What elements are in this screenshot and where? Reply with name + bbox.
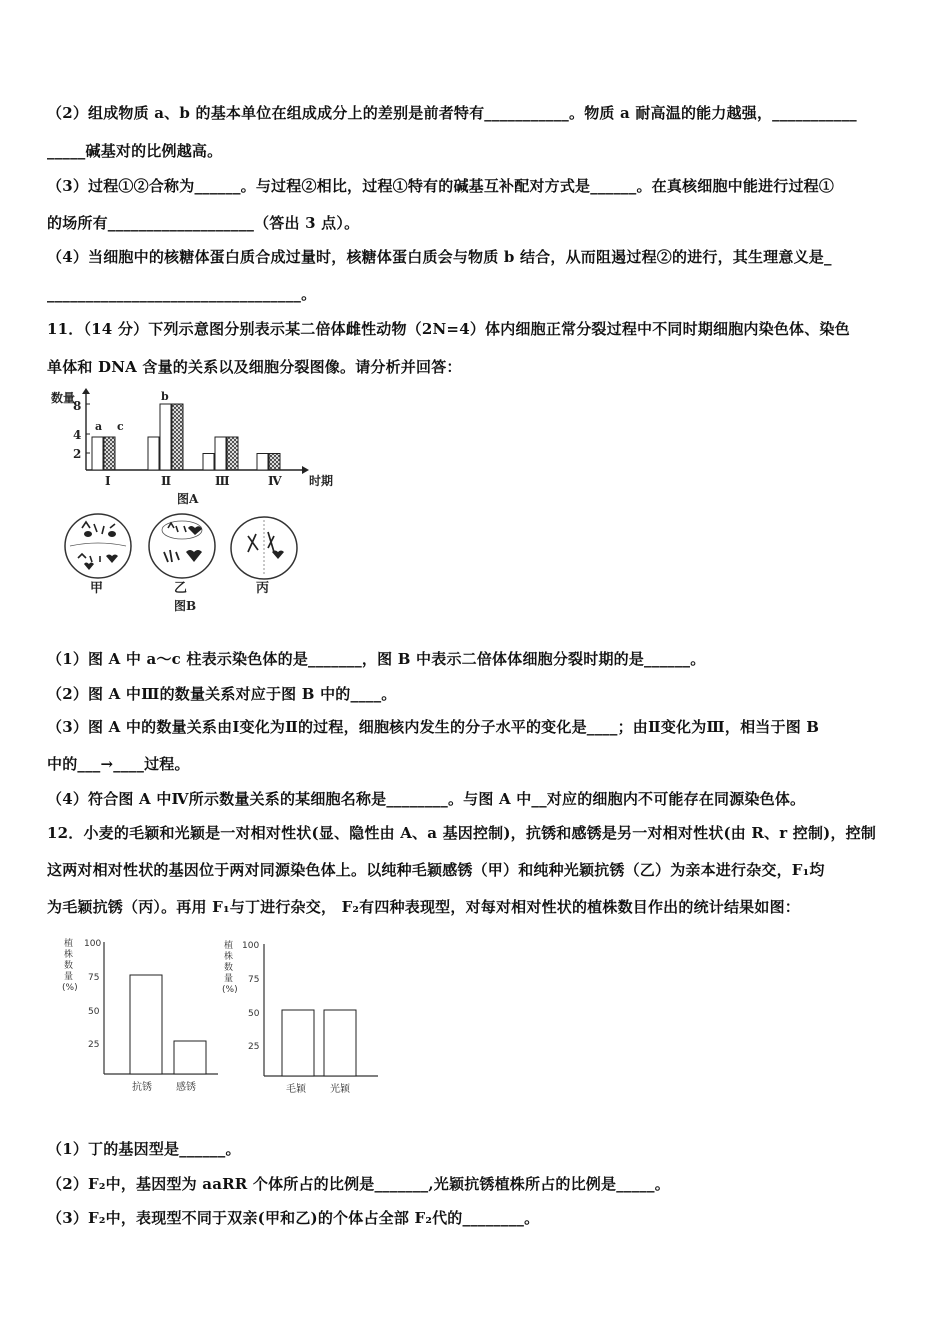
chart3-ylabel-3: 数 <box>224 963 234 973</box>
figa-bar-a-4 <box>257 454 268 471</box>
q11-part3-line2: 中的___→____过程。 <box>47 755 190 773</box>
figa-bar-a-1 <box>92 437 103 470</box>
q12-stem-line3: 为毛颖抗锈（丙）。再用 F₁与丁进行杂交， F₂有四种表现型，对每对相对性状的植株数目作出的统计结果如图： <box>47 898 800 916</box>
chart3-ylabel-2: 株 <box>224 952 234 962</box>
chart3-ylabel-5: (%) <box>222 985 238 995</box>
q11-stem-line1: 11．（14 分）下列示意图分别表示某二倍体雌性动物（2N=4）体内细胞正常分裂过程中不同时期细胞内染色体、染色 <box>47 320 850 338</box>
figa-bar-c-2 <box>172 404 183 470</box>
figa-xlabel: 时期 <box>309 474 334 488</box>
chart2-ylabel-1: 植 <box>64 939 74 949</box>
chart2-ytick-50: 50 <box>88 1007 100 1017</box>
figa-bar-c-3 <box>227 437 238 470</box>
figa-bar-c-4 <box>269 454 280 471</box>
figa-caption: 图A <box>177 492 199 506</box>
figb-label-jia: 甲 <box>90 581 104 596</box>
chart2-cat-resistant: 抗锈 <box>132 1082 152 1093</box>
chart2-ylabel-3: 数 <box>64 961 74 971</box>
chart2-bar-2 <box>174 1041 206 1074</box>
q11-part3-line1: （3）图 A 中的数量关系由Ⅰ变化为Ⅱ的过程，细胞核内发生的分子水平的变化是____；由Ⅱ变化为Ⅲ，相当于图 B <box>47 718 820 736</box>
q11-part1: （1）图 A 中 a～c 柱表示染色体的是_______，图 B 中表示二倍体体细胞分裂时期的是______。 <box>47 650 706 668</box>
q10-part3-line2: 的场所有___________________（答出 3 点）。 <box>47 214 360 232</box>
chart3-cat-smooth: 光颖 <box>330 1084 350 1095</box>
chart2-ylabel-5: (%) <box>62 983 78 993</box>
figa-bar-c-1 <box>104 437 115 470</box>
chart3-bar-1 <box>282 1010 314 1076</box>
figa-stage-1: Ⅰ <box>105 474 111 488</box>
figa-bar-b-2 <box>160 404 171 470</box>
cell-yi <box>149 514 215 578</box>
glume-chart <box>220 936 380 1096</box>
resistance-chart <box>60 934 220 1094</box>
figb-caption: 图B <box>174 599 197 613</box>
figa-ytick-2: 2 <box>73 447 82 461</box>
figb-label-bing: 丙 <box>256 581 270 596</box>
q10-part2-line2: _____碱基对的比例越高。 <box>47 142 223 160</box>
chart2-cat-susceptible: 感锈 <box>176 1082 196 1093</box>
q12-part1: （1）丁的基因型是______。 <box>47 1140 241 1158</box>
chart3-ytick-100: 100 <box>242 941 260 951</box>
q12-part2: （2）F₂中，基因型为 aaRR 个体所占的比例是_______,光颖抗锈植株所占的比例是_____。 <box>47 1175 670 1193</box>
cell-jia <box>65 514 131 578</box>
chart2-ytick-25: 25 <box>88 1040 100 1050</box>
figa-bar-letter-a: a <box>95 420 103 433</box>
figb-label-yi: 乙 <box>174 581 188 596</box>
q11-stem-line2: 单体和 DNA 含量的关系以及细胞分裂图像。请分析并回答： <box>47 358 462 376</box>
chart3-cat-hairy: 毛颖 <box>286 1084 306 1095</box>
q12-stem-line2: 这两对相对性状的基因位于两对同源染色体上。以纯种毛颖感锈（甲）和纯种光颖抗锈（乙）为亲本进行杂交，F₁均 <box>47 861 825 879</box>
chart3-ylabel-4: 量 <box>224 974 234 984</box>
figa-bar-letter-b: b <box>161 390 169 403</box>
q10-part2-line1: （2）组成物质 a、b 的基本单位在组成成分上的差别是前者特有___________。物质 a 耐高温的能力越强，___________ <box>47 104 857 122</box>
figa-bar-a-3 <box>203 454 214 471</box>
chart2-ytick-75: 75 <box>88 973 100 983</box>
q10-part4-line2: _________________________________。 <box>47 285 317 303</box>
chart2-bar-1 <box>130 975 162 1074</box>
figa-stage-4: Ⅳ <box>268 474 282 488</box>
figa-bar-letter-c: c <box>117 420 124 433</box>
figa-ytick-4: 4 <box>73 428 82 442</box>
q10-part3-line1: （3）过程①②合称为______。与过程②相比，过程①特有的碱基互补配对方式是______。在真核细胞中能进行过程① <box>47 177 835 195</box>
chart3-ytick-25: 25 <box>248 1042 260 1052</box>
figa-bar-a-2 <box>148 437 159 470</box>
figa-ylabel: 数量 <box>51 391 76 405</box>
q11-part4: （4）符合图 A 中Ⅳ所示数量关系的某细胞名称是________。与图 A 中__对应的细胞内不可能存在同源染色体。 <box>47 790 806 808</box>
chart2-ytick-100: 100 <box>84 939 102 949</box>
chart3-ylabel-1: 植 <box>224 941 234 951</box>
chart2-ylabel-4: 量 <box>64 972 74 982</box>
figa-stage-3: Ⅲ <box>215 474 230 488</box>
figa-bar-b-3 <box>215 437 226 470</box>
q12-stem-line1: 12．小麦的毛颖和光颖是一对相对性状(显、隐性由 A、a 基因控制)，抗锈和感锈是另一对相对性状(由 R、r 控制)，控制 <box>47 824 877 842</box>
q12-part3: （3）F₂中，表现型不同于双亲(甲和乙)的个体占全部 F₂代的________。 <box>47 1209 540 1227</box>
chart2-ylabel-2: 株 <box>64 950 74 960</box>
chart3-ytick-50: 50 <box>248 1009 260 1019</box>
figa-ytick-8: 8 <box>73 399 82 413</box>
chart3-ytick-75: 75 <box>248 975 260 985</box>
figa-stage-2: Ⅱ <box>161 474 172 488</box>
figure-a-chart <box>47 388 357 506</box>
q10-part4-line1: （4）当细胞中的核糖体蛋白质合成过量时，核糖体蛋白质会与物质 b 结合，从而阻遏过程②的进行，其生理意义是_ <box>47 248 832 266</box>
q11-part2: （2）图 A 中Ⅲ的数量关系对应于图 B 中的____。 <box>47 685 397 703</box>
figure-b-cells <box>60 506 310 616</box>
chart3-bar-2 <box>324 1010 356 1076</box>
